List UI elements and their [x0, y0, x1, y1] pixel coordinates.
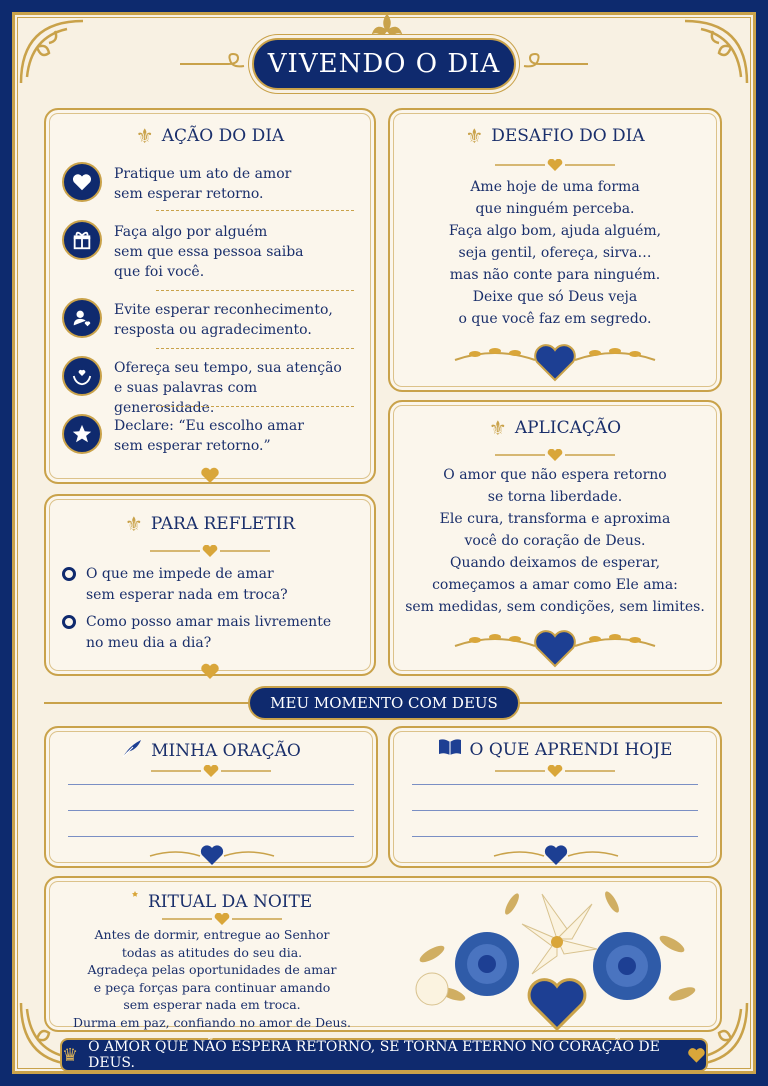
heart-divider-icon: [162, 910, 282, 922]
heart-divider-icon: [150, 542, 270, 554]
minha-oracao-panel: [44, 726, 378, 868]
acao-item-text: que foi você.: [114, 264, 205, 280]
divider: [156, 290, 354, 291]
person-heart-icon: [62, 298, 102, 338]
refletir-title-row: [46, 514, 374, 534]
writing-line[interactable]: [412, 836, 698, 837]
ritual-title: RITUAL DA NOITE: [148, 891, 313, 912]
text-line: O amor que não espera retorno: [443, 467, 667, 483]
gold-heart-icon: [200, 466, 220, 484]
desafio-do-dia-panel: [388, 108, 722, 392]
gift-icon: [62, 220, 102, 260]
divider: [514, 702, 722, 704]
fleur-de-lis-icon: ⚜: [465, 124, 484, 148]
acao-item-text: resposta ou agradecimento.: [114, 322, 312, 338]
ornament-corner-icon: [17, 17, 87, 87]
aplicacao-title-row: [390, 418, 720, 438]
writing-line[interactable]: [68, 784, 354, 785]
text-line: mas não conte para ninguém.: [449, 267, 661, 283]
acao-item-text: Evite esperar reconhecimento,: [114, 302, 333, 318]
writing-line[interactable]: [68, 810, 354, 811]
text-line: Antes de dormir, entregue ao Senhor: [94, 927, 330, 942]
desafio-text: [400, 176, 710, 330]
text-line: você do coração de Deus.: [464, 533, 646, 549]
heart-divider-icon: [495, 446, 615, 458]
ornament-corner-icon: [681, 17, 751, 87]
swirl-ornament-icon: [520, 52, 590, 76]
footer-banner: [60, 1038, 708, 1072]
page-title: VIVENDO O DIA: [252, 38, 516, 90]
para-refletir-panel: [44, 494, 376, 676]
refletir-title: PARA REFLETIR: [150, 514, 296, 534]
text-line: todas as atitudes do seu dia.: [121, 944, 303, 960]
divider: [44, 702, 254, 704]
text-line: Como posso amar mais livremente: [86, 614, 332, 630]
oracao-title: MINHA ORAÇÃO: [151, 740, 301, 761]
text-line: sem esperar nada em troca.: [123, 997, 301, 1012]
star-icon: [62, 414, 102, 454]
text-line: seja gentil, ofereça, sirva…: [458, 245, 652, 261]
list-item: [62, 162, 358, 204]
feather-quill-icon: [121, 738, 143, 763]
text-line: Durma em paz, confiando no amor de Deus.: [72, 1014, 351, 1030]
text-line: e peça forças para continuar amando: [93, 979, 331, 995]
writing-line[interactable]: [68, 836, 354, 837]
heart-divider-icon: [495, 156, 615, 168]
text-line: se torna liberdade.: [487, 489, 623, 505]
section-banner: MEU MOMENTO COM DEUS: [248, 686, 520, 720]
aplicacao-panel: [388, 400, 722, 676]
acao-item-text: Pratique um ato de amor: [114, 166, 292, 182]
writing-line[interactable]: [412, 810, 698, 811]
acao-item-text: sem que essa pessoa saiba: [114, 244, 304, 260]
swirl-ornament-icon: [178, 52, 248, 76]
laurel-heart-icon: [445, 338, 665, 382]
hands-heart-icon: [62, 356, 102, 396]
text-line: Faça algo bom, ajuda alguém,: [448, 223, 662, 239]
heart-divider-icon: [151, 762, 271, 774]
acao-item-text: sem esperar retorno.: [114, 186, 264, 202]
list-item: [62, 564, 364, 606]
flower-bouquet-icon: [392, 884, 712, 1034]
acao-item-text: sem esperar retorno.”: [114, 438, 271, 454]
text-line: Ele cura, transforma e aproxima: [439, 511, 671, 527]
text-line: que ninguém perceba.: [475, 201, 635, 217]
writing-line[interactable]: [412, 784, 698, 785]
acao-item-text: e suas palavras com generosidade.: [114, 380, 258, 416]
text-line: Agradeça pelas oportunidades de amar: [87, 962, 337, 977]
text-line: Deixe que só Deus veja: [472, 289, 638, 305]
fleur-de-lis-icon: ⚜: [488, 416, 507, 440]
open-book-icon: [438, 738, 462, 761]
list-item: [62, 414, 358, 456]
text-line: Ame hoje de uma forma: [470, 179, 640, 195]
desafio-title: DESAFIO DO DIA: [491, 126, 645, 146]
acao-item-text: Declare: “Eu escolho amar: [114, 418, 304, 434]
aprendi-title: O QUE APRENDI HOJE: [469, 739, 673, 760]
footer-text: O AMOR QUE NÃO ESPERA RETORNO, SE TORNA ETERNO NO CORAÇÃO DE DEUS.: [88, 1039, 660, 1071]
divider: [156, 210, 354, 211]
list-item: [62, 612, 364, 654]
circle-bullet-icon: [62, 567, 76, 581]
laurel-heart-icon: [490, 844, 622, 866]
oracao-title-row: [46, 738, 376, 763]
text-line: no meu dia a dia?: [86, 635, 212, 651]
heart-icon: [62, 162, 102, 202]
text-line: Quando deixamos de esperar,: [449, 555, 661, 571]
aprendi-title-row: [390, 738, 720, 761]
list-item: [62, 220, 358, 282]
gold-heart-icon: [200, 662, 220, 680]
fleur-de-lis-icon: ⚜: [135, 124, 154, 148]
gold-heart-icon: [687, 1046, 706, 1064]
o-que-aprendi-panel: [388, 726, 722, 868]
acao-title-row: [46, 126, 374, 146]
acao-title: AÇÃO DO DIA: [161, 126, 285, 146]
aplicacao-title: APLICAÇÃO: [514, 418, 622, 438]
text-line: o que você faz em segredo.: [458, 311, 652, 327]
text-line: O que me impede de amar: [86, 566, 274, 582]
crown-icon: ♛: [62, 1044, 79, 1066]
fleur-de-lis-icon: ⚜: [124, 512, 143, 536]
aplicacao-text: [400, 464, 710, 618]
list-item: [62, 356, 358, 418]
heart-divider-icon: [495, 762, 615, 774]
divider: [156, 348, 354, 349]
circle-bullet-icon: [62, 615, 76, 629]
laurel-heart-icon: [445, 624, 665, 668]
ritual-text: [62, 926, 362, 1031]
acao-item-text: Faça algo por alguém: [114, 224, 268, 240]
divider: [156, 406, 354, 407]
moon-star-icon: [116, 888, 140, 915]
text-line: começamos a amar como Ele ama:: [432, 577, 678, 593]
acao-item-text: Ofereça seu tempo, sua atenção: [114, 360, 342, 376]
list-item: [62, 298, 358, 340]
acao-do-dia-panel: [44, 108, 376, 484]
text-line: sem esperar nada em troca?: [86, 587, 288, 603]
text-line: sem medidas, sem condições, sem limites.: [405, 599, 705, 615]
laurel-heart-icon: [146, 844, 278, 866]
desafio-title-row: [390, 126, 720, 146]
